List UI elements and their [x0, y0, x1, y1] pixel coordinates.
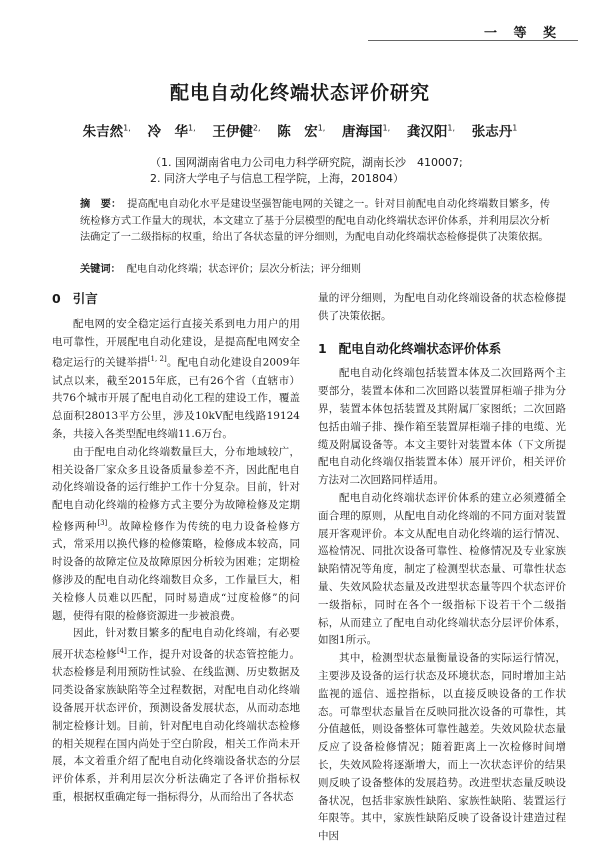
paragraph: 配电自动化终端状态评价体系的建立必须遵循全面合理的原则，从配电自动化终端的不同方面对装置展开客观评价。本文从配电自动化终端的运行情况、巡检情况、同批次设备可靠性、检修情况及专业家族缺陷情况等角度，制定了检测型状态量、可靠性状态量、失效风险状态量及改进型状态量等四个状态评价一级指标，同时在各个一级指标下设若干个二级指标，从而建立了配电自动化终端状态分层评价体系，如图1所示。: [318, 491, 566, 647]
citation: [4]: [116, 647, 127, 656]
abstract: [80, 197, 550, 247]
author: 唐海国$^{1,}$: [342, 123, 391, 140]
header-divider: [368, 40, 578, 41]
right-column: [318, 290, 566, 846]
paragraph: 其中，检测型状态量衡量设备的实际运行情况，主要涉及设备的运行状态及环境状态，同时增加主站监视的遥信、遥控指标，以直接反映设备的工作状态。可靠型状态量旨在反映同批次设备的可靠性，其分值越低，则设备整体可靠性越差。失效风险状态量反应了设备检修情况；随着距离上一次检修时间增长，失效风险将逐渐增大，而上一次状态评价的结果则反映了设备整体的发展趋势。改进型状态量反映设备状况，包括非家族性缺陷、家族性缺陷、装置运行年限等。其中，家族性缺陷反映了设备设计建造过程中因: [318, 652, 566, 843]
author-list: [0, 120, 600, 140]
citation: [1, 2]: [147, 355, 167, 364]
author: 张志丹$^1$: [471, 123, 518, 140]
paragraph: 配电网的安全稳定运行直接关系到电力用户的用电可靠性，开展配电自动化建设，是提高配电网安全稳定运行的关键举措[1, 2]。配电自动化建设自2009年试点以来，截至2015年底，已有26个省（直辖市）共76个城市开展了配电自动化工程的建设工作，覆盖总面积28013平方公里，涉及10kV配电线路19124条，共接入各类型配电终端11.6万台。: [52, 317, 300, 441]
keywords-text: 配电自动化终端；状态评价；层次分析法；评分细则: [126, 264, 362, 275]
paper-title: 配电自动化终端状态评价研究: [169, 82, 430, 104]
author: 陈 宏$^{1,}$: [277, 123, 326, 140]
paragraph: 因此，针对数目繁多的配电自动化终端，有必要展开状态检修[4]工作，提升对设备的状态管控能力。状态检修是利用预防性试验、在线监测、历史数据及同类设备家族缺陷等全过程数据，对配电自动化终端设备展开状态评价，预测设备发展状态，从而动态地制定检修计划。目前，针对配电自动化终端状态检修的相关规程在国内尚处于空白阶段，相关工作尚未开展，本文着重介绍了配电自动化终端设备状态的分层评价体系，并利用层次分析法确定了各评价指标权重，根据权重确定每一指标得分，从而给出了各状态: [52, 627, 301, 804]
abstract-text: 提高配电自动化水平是建设坚强智能电网的关键之一。针对目前配电自动化终端数目繁多，传统检修方式工作量大的现状，本文建立了基于分层模型的配电自动化终端状态评价体系，并利用层次分析法确定了一二级指标的权重，给出了各状态量的评分细则，为配电自动化终端状态检修提供了决策依据。: [80, 199, 551, 243]
section-heading-intro: 0 引言: [52, 291, 98, 306]
affiliation-2: 2. 同济大学电子与信息工程学院，上海，201804）: [150, 172, 404, 185]
keywords: [80, 262, 550, 278]
award-label: 一 等 奖: [483, 26, 562, 41]
citation: [3]: [97, 519, 108, 528]
section-heading-1: 1 配电自动化终端状态评价体系: [318, 340, 502, 356]
paragraph: 由于配电自动化终端数量巨大，分布地域较广，相关设备厂家众多且设备质量参差不齐，因此配电自动化终端设备的运行维护工作十分复杂。目前，针对配电自动化终端的检修方式主要分为故障检修及定期检修两种[3]。故障检修作为传统的电力设备检修方式，常采用以换代修的检修策略，检修成本较高，同时设备的故障定位及故障原因分析较为困难；定期检修涉及的配电自动化终端数目众多，工作量巨大，相关检修人员难以匹配，同时易造成“过度检修”的问题，使得有限的检修资源进一步被浪费。: [52, 445, 301, 622]
left-column: [52, 290, 300, 807]
abstract-label: 摘 要：: [80, 199, 122, 210]
author: 龚汉阳$^{1,}$: [406, 123, 456, 140]
author: 王伊健$^{2,}$: [212, 123, 261, 140]
author: 冷 华$^{1,}$: [147, 123, 196, 140]
author: 朱吉然$^{1,}$: [82, 123, 131, 140]
paragraph: 配电自动化终端包括装置本体及二次回路两个主要部分，装置本体和二次回路以装置屏柜端子排为分界，装置本体包括装置及其附属厂家图纸；二次回路包括由端子排、操作箱至装置屏柜端子排的电缆、光缆及附属设备等。本文主要针对装置本体（下文所提配电自动化终端仅指装置本体）展开评价，相关评价方法对二次回路同样适用。: [318, 367, 566, 487]
affiliation-1: （1. 国网湖南省电力公司电力科学研究院，湖南长沙 410007;: [150, 156, 463, 169]
paragraph-continuation: 量的评分细则，为配电自动化终端设备的状态检修提供了决策依据。: [318, 292, 566, 322]
keywords-label: 关键词：: [80, 264, 121, 275]
